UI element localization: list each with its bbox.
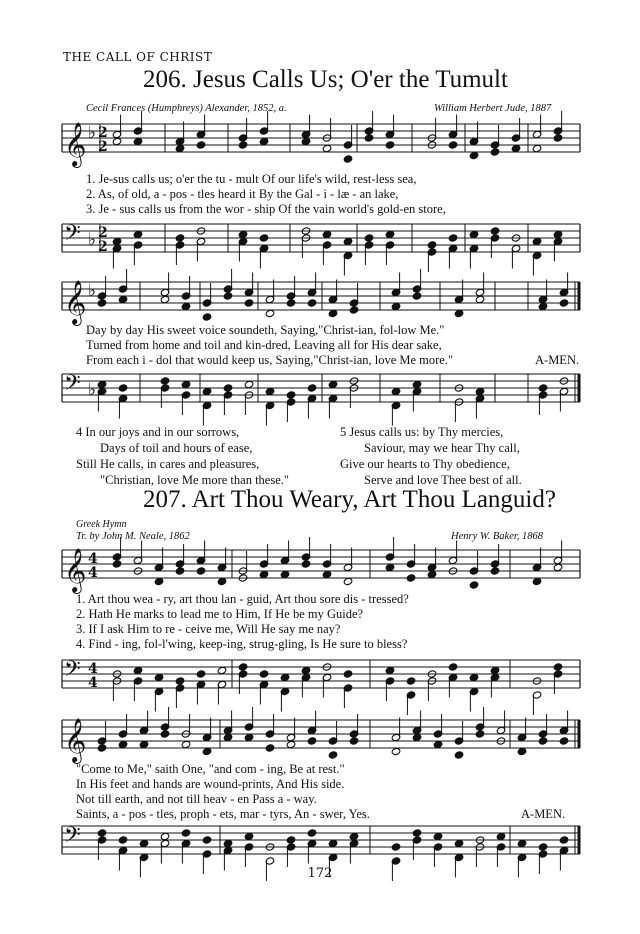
note-head <box>517 839 527 847</box>
note-head <box>139 839 149 847</box>
note-head <box>349 832 359 840</box>
flat-icon: ♭ <box>88 123 97 143</box>
bass-clef-icon: 𝄢 <box>64 221 81 251</box>
note-head <box>559 836 569 844</box>
time-sig-numerator: 2 <box>98 225 108 241</box>
lyric-207-s2-l4: Saints, a - pos - tles, proph - ets, mar - tyrs, An - swer, Yes. <box>76 807 370 821</box>
lyric-206-s1-l2: 2. As, of old, a - pos - tles heard it By the Gal - i - læ - an lake, <box>86 187 399 201</box>
flat-icon: ♭ <box>88 380 97 400</box>
section-header: THE CALL OF CHRIST <box>63 50 213 64</box>
note-head <box>202 836 212 844</box>
verse-206-4-line: "Christian, love Me more than these." <box>100 473 289 487</box>
lyric-206-s1-l1: 1. Je-sus calls us; o'er the tu - mult Of our life's wild, rest-less sea, <box>86 172 417 186</box>
lyric-206-s2-l3: From each i - dol that would keep us, Saying,"Christ-ian, love Me more." <box>86 353 454 367</box>
verse-206-5-line: Serve and love Thee best of all. <box>364 473 522 487</box>
verse-206-5-line: Give our hearts to Thy obedience, <box>340 457 510 471</box>
lyric-207-s2-l3: Not till earth, and not till heav - en Pass a - way. <box>76 792 317 806</box>
treble-clef-icon: 𝄞 <box>64 718 87 762</box>
lyric-206-s2-l1: Day by day His sweet voice soundeth, Saying,"Christ-ian, fol-low Me." <box>86 323 445 337</box>
amen-207: A-MEN. <box>521 807 566 821</box>
hymn-title-206: 206. Jesus Calls Us; O'er the Tumult <box>143 66 508 93</box>
amen-206: A-MEN. <box>535 353 580 367</box>
lyric-206-s1-l3: 3. Je - sus calls us from the wor - ship Of the vain world's gold-en store, <box>86 202 446 216</box>
lyric-206-s2-l2: Turned from home and toil and kin-dred, Leaving all for His dear sake, <box>86 338 442 352</box>
time-sig-denominator: 4 <box>88 675 98 691</box>
verse-206-4-line: 4 In our joys and in our sorrows, <box>76 425 240 439</box>
lyric-207-s1-l2: 2. Hath He marks to lead me to Him, If He be my Guide? <box>76 607 364 621</box>
verse-206-5-line: 5 Jesus calls us: by Thy mercies, <box>340 425 504 439</box>
note-head <box>328 839 338 847</box>
note-head <box>181 829 191 837</box>
time-sig-denominator: 2 <box>98 239 108 255</box>
treble-clef-icon: 𝄞 <box>64 122 87 166</box>
music-credit-206: William Herbert Jude, 1887 <box>434 103 552 114</box>
note-head <box>433 832 443 840</box>
note-head <box>160 832 170 840</box>
verse-206-4-line: Still He calls, in cares and pleasures, <box>76 457 260 471</box>
note-head <box>286 836 296 844</box>
page-number: 172 <box>307 866 333 881</box>
note-head <box>223 839 233 847</box>
final-barline-thick <box>578 826 581 854</box>
note-head <box>307 829 317 837</box>
time-sig-numerator: 4 <box>88 661 98 677</box>
lyric-207-s1-l4: 4. Find - ing, fol-l'wing, keep-ing, strug-gling, Is He sure to bless? <box>76 637 408 651</box>
note-head <box>412 829 422 837</box>
treble-clef-icon: 𝄞 <box>64 280 87 324</box>
music-credit-207: Henry W. Baker, 1868 <box>451 531 544 542</box>
lyric-207-s1-l3: 3. If I ask Him to re - ceive me, Will He say me nay? <box>76 622 341 636</box>
bass-clef-icon: 𝄢 <box>64 657 81 687</box>
time-sig-denominator: 4 <box>88 565 98 581</box>
time-sig-numerator: 4 <box>88 551 98 567</box>
lyric-207-s2-l2: In His feet and hands are wound-prints, And His side. <box>76 777 345 791</box>
verse-206-5-line: Saviour, may we hear Thy call, <box>364 441 520 455</box>
note-head <box>97 829 107 837</box>
time-sig-numerator: 2 <box>98 125 108 141</box>
flat-icon: ♭ <box>88 230 97 250</box>
text-credit-207-translator: Tr. by John M. Neale, 1862 <box>76 531 190 542</box>
text-credit-206: Cecil Frances (Humphreys) Alexander, 1852, a. <box>86 103 287 114</box>
bass-clef-icon: 𝄢 <box>64 823 81 853</box>
note-head <box>244 832 254 840</box>
bass-clef-icon: 𝄢 <box>64 371 81 401</box>
note-head <box>496 832 506 840</box>
verse-206-4-line: Days of toil and hours of ease, <box>100 441 253 455</box>
note-head <box>391 843 401 851</box>
note-head <box>118 836 128 844</box>
flat-icon: ♭ <box>88 281 97 301</box>
note-head <box>454 839 464 847</box>
treble-clef-icon: 𝄞 <box>64 548 87 592</box>
note-head <box>538 843 548 851</box>
lyric-207-s1-l1: 1. Art thou wea - ry, art thou lan - guid, Art thou sore dis - tressed? <box>76 592 409 606</box>
time-sig-denominator: 2 <box>98 139 108 155</box>
lyric-207-s2-l1: "Come to Me," saith One, "and com - ing, Be at rest." <box>76 762 345 776</box>
hymn-title-207: 207. Art Thou Weary, Art Thou Languid? <box>143 486 556 513</box>
text-credit-207-origin: Greek Hymn <box>76 519 127 530</box>
